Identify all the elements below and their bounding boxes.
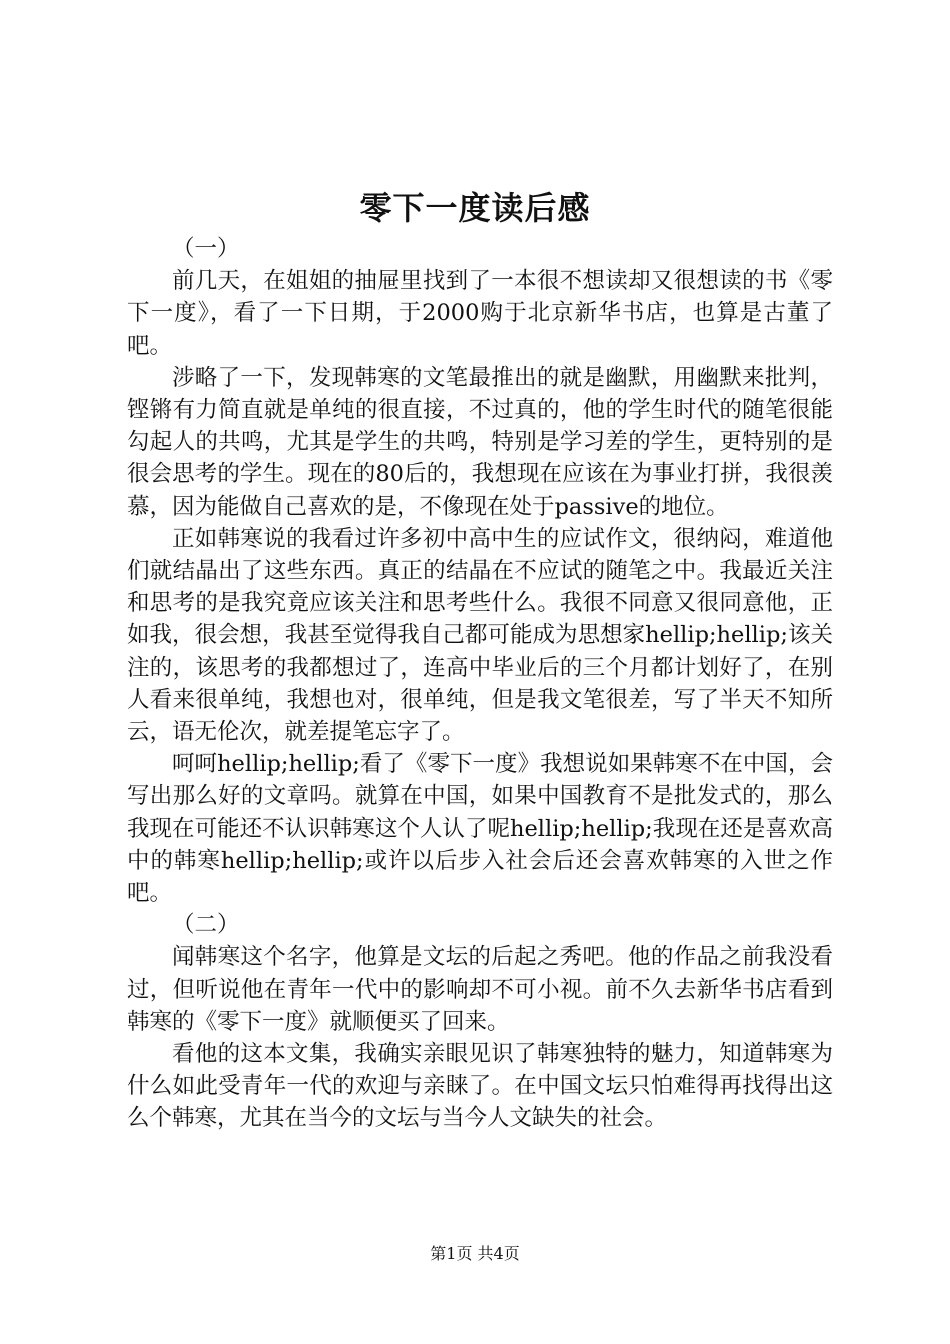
paragraph: 闻韩寒这个名字，他算是文坛的后起之秀吧。他的作品之前我没看过，但听说他在青年一代中的影响却不可小视。前不久去新华书店看到韩寒的《零下一度》就顺便买了回来。: [127, 944, 833, 1035]
section-heading-1: （一）: [172, 236, 240, 262]
paragraph: 看他的这本文集，我确实亲眼见识了韩寒独特的魅力，知道韩寒为什么如此受青年一代的欢迎与亲睐了。在中国文坛只怕难得再找得出这么个韩寒，尤其在当今的文坛与当今人文缺失的社会。: [127, 1041, 833, 1132]
section-heading-2: （二）: [172, 912, 240, 939]
paragraph: 涉略了一下，发现韩寒的文笔最推出的就是幽默，用幽默来批判，铿锵有力简直就是单纯的很直接，不过真的，他的学生时代的随笔很能勾起人的共鸣，尤其是学生的共鸣，特别是学习差的学生，更特别的是很会思考的学生。现在的80后的，我想现在应该在为事业打拼，我很羡慕，因为能做自己喜欢的是，不像现在处于passive的地位。: [127, 364, 833, 520]
document-body: [127, 233, 833, 1135]
page-footer: 第1页 共4页: [430, 1244, 520, 1263]
paragraph: 前几天，在姐姐的抽屉里找到了一本很不想读却又很想读的书《零下一度》，看了一下日期，于2000购于北京新华书店，也算是古董了吧。: [127, 268, 833, 359]
paragraph: 呵呵hellip;hellip;看了《零下一度》我想说如果韩寒不在中国，会写出那么好的文章吗。就算在中国，如果中国教育不是批发式的，那么我现在可能还不认识韩寒这个人认了呢hellip;hellip;我现在还是喜欢高中的韩寒hellip;hellip;或许以后步入社会后还会喜欢韩寒的入世之作吧。: [127, 751, 833, 907]
paragraph: 正如韩寒说的我看过许多初中高中生的应试作文，很纳闷，难道他们就结晶出了这些东西。真正的结晶在不应试的随笔之中。我最近关注和思考的是我究竟应该关注和思考些什么。我很不同意又很同意他，正如我，很会想，我甚至觉得我自己都可能成为思想家hellip;hellip;该关注的，该思考的我都想过了，连高中毕业后的三个月都计划好了，在别人看来很单纯，我想也对，很单纯，但是我文笔很差，写了半天不知所云，语无伦次，就差提笔忘字了。: [127, 525, 833, 746]
document-title: 零下一度读后感: [359, 189, 591, 227]
